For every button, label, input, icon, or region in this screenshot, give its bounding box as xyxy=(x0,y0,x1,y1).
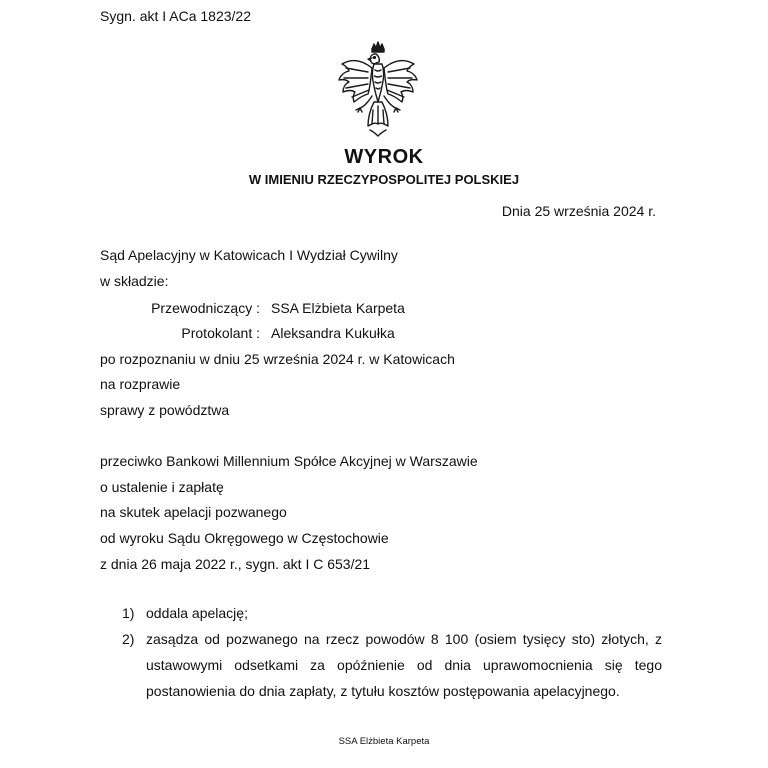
ruling-item-number: 1) xyxy=(122,605,135,621)
lower-court-line: od wyroku Sądu Okręgowego w Częstochowie xyxy=(100,530,389,546)
document-subtitle: W IMIENIU RZECZYPOSPOLITEJ POLSKIEJ xyxy=(248,172,520,187)
clerk-name: Aleksandra Kukułka xyxy=(271,325,395,341)
ruling-item-text: zasądza od pozwanego na rzecz powodów 8 100 (osiem tysięcy sto) złotych, z ustawowymi odsetkami za opóźnienie od dnia uprawomocnienia się tego postanowienia do dnia zapłaty, z tytułu kosztów postępowania apelacyjnego. xyxy=(146,631,662,699)
hearing-type: na rozprawie xyxy=(100,376,181,392)
presiding-label: Przewodniczący : xyxy=(151,300,260,316)
court-name: Sąd Apelacyjny w Katowicach I Wydział Cywilny xyxy=(100,247,398,263)
defendant-line: przeciwko Bankowi Millennium Spółce Akcyjnej w Warszawie xyxy=(100,453,478,469)
lower-court-date-line: z dnia 26 maja 2022 r., sygn. akt I C 653/21 xyxy=(100,556,371,572)
ruling-item-text: oddala apelację; xyxy=(146,605,248,621)
judgment-date: Dnia 25 września 2024 r. xyxy=(501,203,656,219)
ruling-item-number: 2) xyxy=(122,631,135,647)
case-type: sprawy z powództwa xyxy=(100,402,230,418)
presiding-name: SSA Elżbieta Karpeta xyxy=(271,300,405,316)
polish-eagle-emblem-icon xyxy=(332,40,424,140)
composition-label: w składzie: xyxy=(100,273,169,289)
ruling-item xyxy=(122,626,662,704)
subject-line: o ustalenie i zapłatę xyxy=(100,479,224,495)
appeal-line: na skutek apelacji pozwanego xyxy=(100,504,287,520)
case-number: Sygn. akt I ACa 1823/22 xyxy=(100,8,251,24)
hearing-line: po rozpoznaniu w dniu 25 września 2024 r. w Katowicach xyxy=(100,351,455,367)
ruling-item xyxy=(122,600,662,626)
ruling-list xyxy=(122,600,662,704)
document-title: WYROK xyxy=(344,146,424,168)
clerk-label: Protokolant : xyxy=(181,325,260,341)
judge-signature: SSA Elżbieta Karpeta xyxy=(338,736,430,747)
